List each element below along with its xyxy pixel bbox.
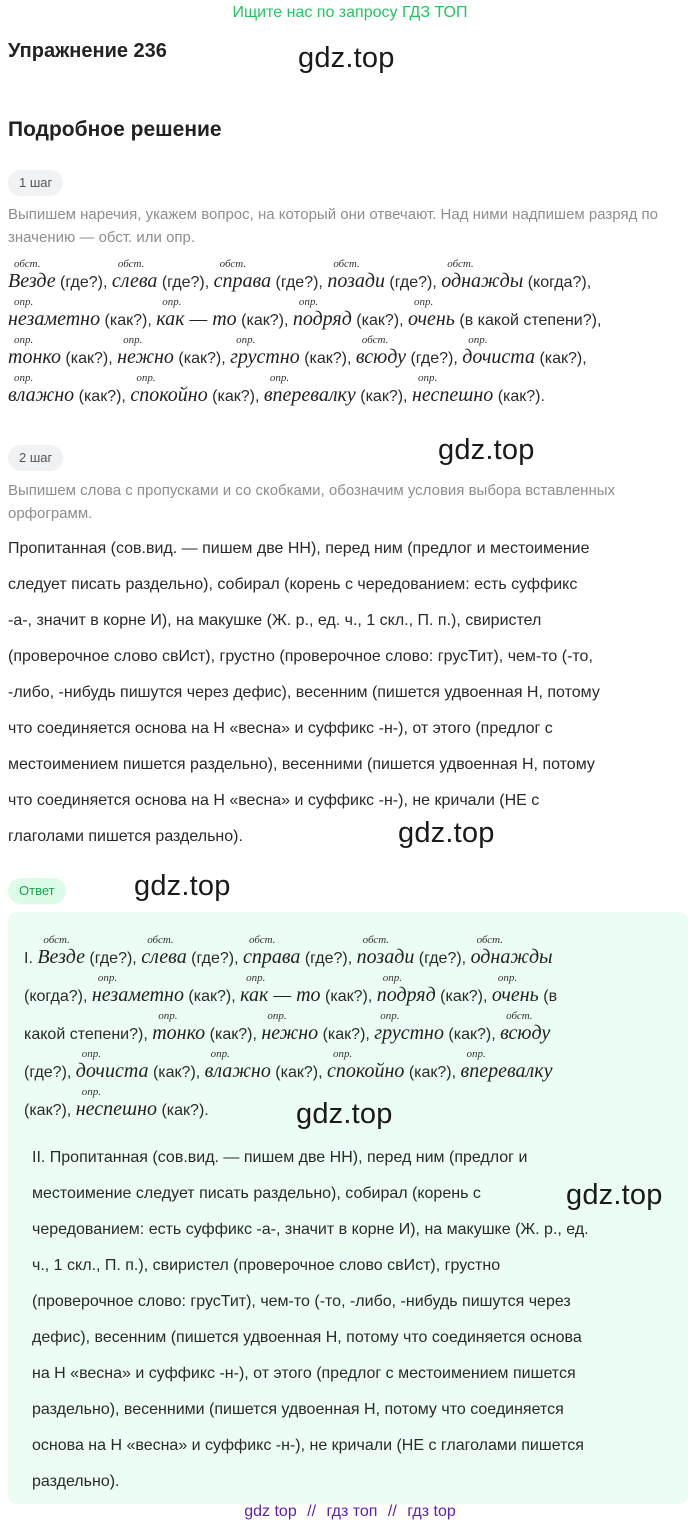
text-line: что соединяется основа на Н «весна» и суффикс -н-), не кричали (НЕ с — [8, 792, 540, 809]
text-line: чередованием: есть суффикс -а-, значит в корне И), на макушке (Ж. р., ед. — [32, 1221, 589, 1238]
annotated-adverb — [92, 972, 184, 1007]
watermark: gdz.top — [398, 817, 495, 849]
step-2-text — [8, 531, 688, 855]
adverb-line — [24, 972, 664, 1010]
adverb-word: очень — [407, 308, 455, 330]
adverb-question: (где?), — [300, 950, 357, 967]
adverb-word: слева — [141, 946, 187, 968]
category-label: опр. — [14, 296, 34, 308]
adverb-word: как — то — [240, 984, 321, 1006]
annotated-adverb — [377, 972, 436, 1007]
adverb-question: (как?), — [205, 1026, 262, 1043]
adverb-word: вперевалку — [460, 1060, 553, 1082]
annotated-adverb — [152, 1010, 205, 1045]
plain-text: (когда?), — [24, 988, 92, 1005]
footer-separator: // — [387, 1503, 397, 1520]
text-line: -а-, значит в корне И), на макушке (Ж. р., ед. ч., 1 скл., П. п.), свиристел — [8, 612, 542, 629]
adverb-line — [8, 372, 688, 410]
adverb-question: (в какой степени?), — [454, 312, 602, 329]
annotated-adverb — [462, 334, 535, 369]
adverb-question: (как?), — [351, 312, 408, 329]
adverb-question: (где?), — [384, 274, 442, 291]
step-badge-2: 2 шаг — [8, 445, 63, 471]
adverb-word: очень — [491, 984, 539, 1006]
annotated-adverb — [327, 258, 385, 293]
watermark: gdz.top — [298, 42, 395, 74]
adverb-question: (когда?), — [523, 274, 592, 291]
adverb-question: (где?), — [186, 950, 243, 967]
text-line: на Н «весна» и суффикс -н-), от этого (предлог с местоимением пишется — [32, 1365, 576, 1382]
adverb-question: (как?), — [355, 388, 412, 405]
category-label: опр. — [81, 1048, 102, 1060]
text-line: раздельно), весенними (пишется удвоенная Н, потому что соединяется — [32, 1401, 564, 1418]
category-label: опр. — [267, 1010, 287, 1022]
adverb-word: справа — [213, 270, 272, 292]
category-label: опр. — [466, 1048, 486, 1060]
watermark: gdz.top — [566, 1179, 663, 1211]
category-label: опр. — [417, 372, 438, 384]
step-2-description: Выпишем слова с пропусками и со скобками, обозначим условия выбора вставленных орфограмм. — [8, 482, 616, 522]
category-label: обст. — [248, 934, 276, 946]
category-label: обст. — [43, 934, 70, 946]
adverb-question: (как?), — [100, 312, 157, 329]
category-label: обст. — [447, 258, 474, 270]
plain-text: какой степени?), — [24, 1026, 153, 1043]
adverb-word: влажно — [8, 384, 75, 406]
annotated-adverb — [205, 1048, 271, 1083]
category-label: опр. — [380, 1010, 400, 1022]
adverb-word: неспешно — [411, 384, 494, 406]
footer-links — [0, 1503, 700, 1521]
adverb-question: (где?), — [84, 950, 142, 967]
category-label: опр. — [298, 296, 319, 308]
annotated-adverb — [261, 1010, 318, 1045]
category-label: обст. — [362, 934, 390, 946]
text-line: местоимением пишется раздельно), весенними (пишется удвоенная Н, потому — [8, 756, 595, 773]
annotated-adverb — [214, 258, 271, 293]
footer-link-gdz-top[interactable]: gdz top — [244, 1503, 297, 1520]
adverb-question: (где?), — [271, 274, 328, 291]
annotated-adverb — [356, 334, 406, 369]
adverb-word: позади — [327, 270, 385, 292]
adverb-word: дочиста — [75, 1060, 149, 1082]
category-label: обст. — [506, 1010, 533, 1022]
plain-text: (где?), — [24, 1064, 76, 1081]
adverb-word: незаметно — [91, 984, 184, 1006]
adverb-line — [24, 934, 664, 972]
adverb-question: (как?), — [60, 350, 118, 367]
adverb-question: (как?), — [320, 988, 377, 1005]
category-label: опр. — [468, 334, 488, 346]
annotated-adverb — [76, 1048, 149, 1083]
adverb-line — [24, 1048, 664, 1086]
annotated-adverb — [8, 372, 74, 407]
step-1-description: Выпишем наречия, укажем вопрос, на который они отвечают. Над ними надпишем разряд по значению — обст. или опр. — [8, 206, 658, 246]
category-label: обст. — [219, 258, 247, 270]
adverb-word: справа — [242, 946, 301, 968]
category-label: опр. — [81, 1086, 101, 1098]
annotated-adverb — [37, 934, 85, 969]
category-label: обст. — [14, 258, 41, 270]
adverb-question: (где?), — [157, 274, 214, 291]
category-label: обст. — [476, 934, 504, 946]
annotated-adverb — [264, 372, 356, 407]
plain-text: (как?), — [24, 1102, 76, 1119]
exercise-title: Упражнение 236 — [8, 40, 167, 62]
text-line: ч., 1 скл., П. п.), свиристел (проверочное слово свИст), грустно — [32, 1257, 501, 1274]
annotated-adverb — [141, 934, 187, 969]
adverb-word: незаметно — [8, 308, 101, 330]
adverb-line — [8, 296, 688, 334]
adverb-word: подряд — [292, 308, 352, 330]
adverb-word: всюду — [500, 1022, 551, 1044]
category-label: опр. — [246, 972, 266, 984]
adverb-question: (как?), — [535, 350, 587, 367]
text-line: следует писать раздельно), собирал (корень с чередованием: есть суффикс — [8, 576, 578, 593]
category-label: опр. — [332, 1048, 353, 1060]
category-label: опр. — [382, 972, 402, 984]
adverb-word: как — то — [156, 308, 237, 330]
adverb-question: (в — [538, 988, 558, 1005]
annotated-adverb — [374, 1010, 444, 1045]
adverb-word: подряд — [376, 984, 436, 1006]
adverb-word: однажды — [441, 270, 524, 292]
annotated-adverb — [500, 1010, 550, 1045]
text-line: основа на Н «весна» и суффикс -н-), не кричали (НЕ с глаголами пишется — [32, 1437, 584, 1454]
category-label: опр. — [162, 296, 182, 308]
footer-link-gdz-top-mixed[interactable]: гдз top — [407, 1503, 456, 1520]
text-line: -либо, -нибудь пишутся через дефис), весенним (пишется удвоенная Н, потому — [8, 684, 600, 701]
search-banner[interactable]: Ищите нас по запросу ГДЗ ТОП — [232, 4, 468, 21]
text-line: (проверочное слово: грусТит), чем-то (-то, -либо, -нибудь пишутся через — [32, 1293, 571, 1310]
footer-link-gdz-top-ru[interactable]: гдз топ — [326, 1503, 378, 1520]
footer-separator: // — [307, 1503, 317, 1520]
adverb-question: (как?), — [236, 312, 293, 329]
adverb-question: (как?), — [173, 350, 231, 367]
adverb-word: спокойно — [326, 1060, 405, 1082]
adverb-word: дочиста — [462, 346, 535, 368]
adverb-question: (как?), — [318, 1026, 375, 1043]
adverb-word: однажды — [470, 946, 553, 968]
adverb-word: вперевалку — [263, 384, 356, 406]
annotated-adverb — [240, 972, 320, 1007]
category-label: опр. — [269, 372, 290, 384]
adverb-line — [8, 334, 688, 372]
annotated-adverb — [8, 258, 56, 293]
category-label: обст. — [361, 334, 389, 346]
annotated-adverb — [357, 934, 415, 969]
adverb-word: всюду — [355, 346, 407, 368]
text-line: раздельно). — [32, 1473, 120, 1490]
annotated-adverb — [243, 934, 300, 969]
annotated-adverb — [412, 372, 493, 407]
adverb-question: (как?), — [270, 1064, 327, 1081]
plain-text: I. — [24, 950, 38, 967]
annotated-adverb — [156, 296, 236, 331]
adverb-word: влажно — [204, 1060, 271, 1082]
text-line: Пропитанная (сов.вид. — пишем две НН), перед ним (предлог и местоимение — [8, 540, 590, 557]
text-line: II. Пропитанная (сов.вид. — пишем две НН), перед ним (предлог и — [32, 1149, 528, 1166]
adverb-question: (как?), — [74, 388, 131, 405]
category-label: опр. — [497, 972, 518, 984]
category-label: опр. — [14, 372, 34, 384]
watermark: gdz.top — [296, 1098, 393, 1130]
adverb-word: Везде — [8, 270, 56, 292]
annotated-adverb — [471, 934, 553, 969]
adverb-question: (как?), — [207, 388, 264, 405]
adverb-word: Везде — [37, 946, 85, 968]
annotated-adverb — [441, 258, 523, 293]
text-line: местоимение следует писать раздельно), собирал (корень с — [32, 1185, 481, 1202]
category-label: опр. — [210, 1048, 230, 1060]
adverb-question: (как?), — [404, 1064, 461, 1081]
answer-part-1 — [24, 934, 664, 1124]
category-label: опр. — [14, 334, 34, 346]
adverb-question: (как?), — [148, 1064, 205, 1081]
adverb-word: грустно — [230, 346, 300, 368]
annotated-adverb — [230, 334, 300, 369]
annotated-adverb — [492, 972, 539, 1007]
watermark: gdz.top — [438, 434, 535, 466]
adverb-question: (как?), — [443, 1026, 501, 1043]
category-label: опр. — [136, 372, 156, 384]
adverb-word: грустно — [374, 1022, 444, 1044]
annotated-adverb — [327, 1048, 404, 1083]
text-line: (проверочное слово свИст), грустно (проверочное слово: грусТит), чем-то (-то, — [8, 648, 593, 665]
annotated-adverb — [293, 296, 352, 331]
category-label: опр. — [236, 334, 256, 346]
adverb-word: слева — [111, 270, 158, 292]
category-label: обст. — [333, 258, 360, 270]
adverb-question: (как?), — [299, 350, 356, 367]
adverb-question: (как?), — [435, 988, 492, 1005]
annotated-adverb — [112, 258, 158, 293]
adverb-question: (как?), — [183, 988, 241, 1005]
annotated-adverb — [408, 296, 455, 331]
adverb-line — [24, 1010, 664, 1048]
category-label: опр. — [97, 972, 118, 984]
annotated-adverb — [8, 334, 61, 369]
text-line: дефис), весенним (пишется удвоенная Н, потому что соединяется основа — [32, 1329, 582, 1346]
adverb-list — [8, 258, 688, 410]
annotated-adverb — [130, 372, 207, 407]
category-label: опр. — [123, 334, 143, 346]
answer-badge: Ответ — [8, 878, 66, 904]
text-line: что соединяется основа на Н «весна» и суффикс -н-), от этого (предлог с — [8, 720, 553, 737]
step-badge-1: 1 шаг — [8, 170, 63, 196]
category-label: опр. — [158, 1010, 178, 1022]
adverb-word: тонко — [8, 346, 61, 368]
annotated-adverb — [8, 296, 100, 331]
annotated-adverb — [76, 1086, 157, 1121]
section-title: Подробное решение — [8, 118, 222, 141]
adverb-question: (где?), — [414, 950, 471, 967]
adverb-word: тонко — [152, 1022, 206, 1044]
category-label: опр. — [413, 296, 434, 308]
adverb-question: (где?), — [406, 350, 463, 367]
category-label: обст. — [117, 258, 145, 270]
annotated-adverb — [461, 1048, 553, 1083]
watermark: gdz.top — [134, 870, 231, 902]
adverb-word: спокойно — [130, 384, 208, 406]
adverb-word: позади — [356, 946, 415, 968]
adverb-question: (как?). — [157, 1102, 209, 1119]
adverb-word: нежно — [117, 346, 174, 368]
adverb-word: нежно — [261, 1022, 319, 1044]
annotated-adverb — [117, 334, 174, 369]
text-line: глаголами пишется раздельно). — [8, 828, 243, 845]
adverb-word: неспешно — [75, 1098, 158, 1120]
adverb-question: (как?). — [493, 388, 545, 405]
category-label: обст. — [147, 934, 174, 946]
adverb-line — [8, 258, 688, 296]
adverb-question: (где?), — [55, 274, 112, 291]
